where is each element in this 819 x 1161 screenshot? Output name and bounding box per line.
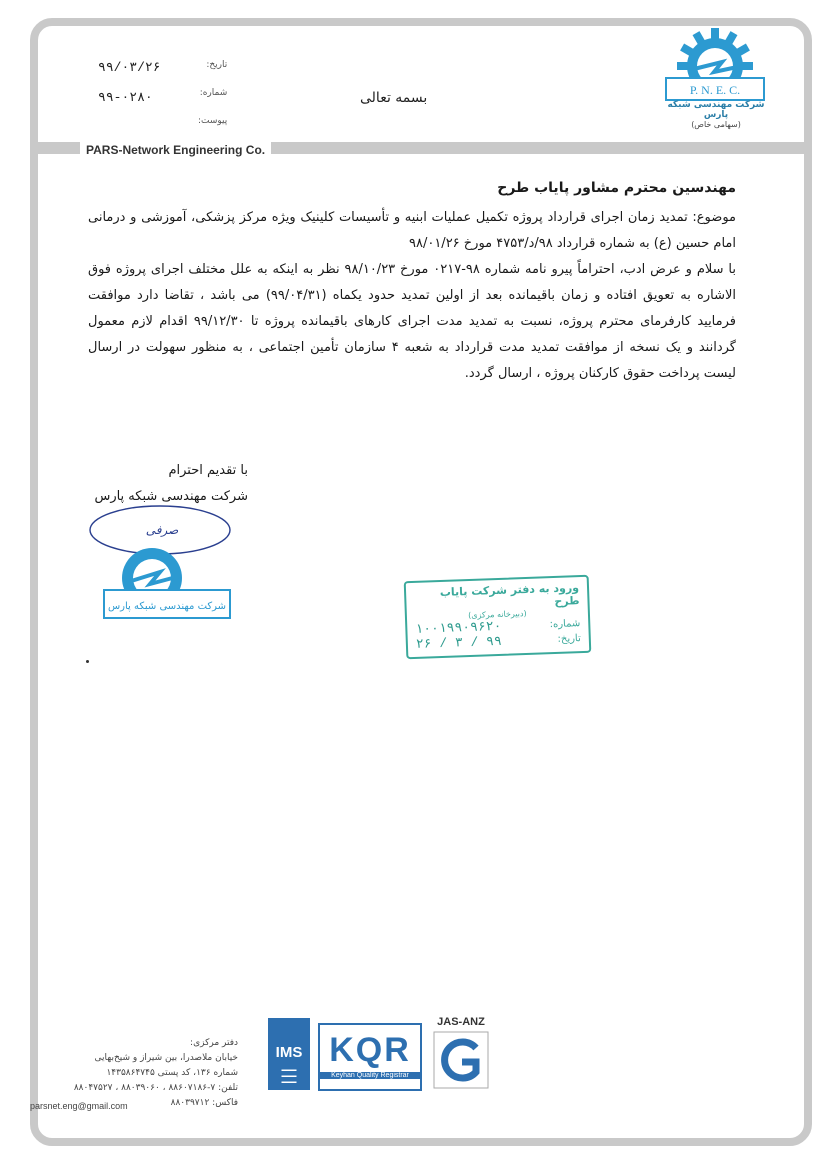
ims-graphic-icon: ▬▬▬ ▬▬▬ ▬▬▬: [281, 1067, 297, 1085]
number-label: شماره:: [199, 88, 228, 98]
inbound-stamp: [404, 575, 592, 659]
address-line-2: شماره ۱۳۶، کد پستی ۱۴۳۵۸۶۴۷۴۵: [106, 1068, 238, 1078]
kqr-cert-badge: [318, 1023, 422, 1091]
signatory: شرکت مهندسی شبکه پارس: [94, 489, 248, 504]
jas-label: JAS-ANZ: [437, 1016, 485, 1028]
company-fa-text: شرکت مهندسی شبکه پارس: [667, 100, 765, 120]
stamp-number-value: ۱۰۰۱۹۹۰۹۶۲۰: [415, 618, 502, 637]
company-name-en: PARS-Network Engineering Co.: [80, 141, 271, 159]
basmala: بسمه تعالی: [360, 90, 428, 106]
header-meta-labels: [198, 60, 227, 144]
addressee: مهندسین محترم مشاور پایاب طرح: [497, 180, 736, 196]
jas-anz-logo-icon: [430, 1028, 492, 1092]
company-type: (سهامی خاص): [691, 120, 741, 129]
body-paragraph: با سلام و عرض ادب، احتراماً پیرو نامه شماره ۹۸-۰۲۱۷ مورخ ۹۸/۱۰/۲۳ نظر به اینکه به علل مختلف اجرای پروژه فوق الاشاره به تعویق افتاده و زمان باقیمانده بعد از اولین تمدید حدود یکماه (۹۹/۰۴/۳۱) می باشد ، تقاضا دارد موافقت فرمایید کارفرمای محترم پروژه، نسبت به تمدید مدت اجرای کارهای باقیمانده پروژه تا ۹۹/۱۲/۳۰ اقدام لازم معمول گردانند و یک نسخه از موافقت تمدید مدت قرارداد به شعبه ۴ سازمان تأمین اجتماعی ، به منظور سهولت در ارسال لیست پرداخت حقوق کارکنان پروژه ، ارسال گردد.: [88, 262, 736, 381]
subject-line: موضوع: تمدید زمان اجرای قرارداد پروژه تکمیل عملیات ابنیه و تأسیسات کلینیک ویژه مرکز پزشکی، آموزشی و درمانی امام حسین (ع) به شماره قرارداد ۹۸/د/۴۷۵۳ مورخ ۹۸/۰۱/۲۶: [88, 210, 736, 251]
fax-line: فاکس: ۸۸۰۳۹۷۱۲: [170, 1098, 238, 1108]
footer-address: [30, 1036, 238, 1111]
stamp-date-value: ۹۹ / ۳ / ۲۶: [415, 633, 503, 652]
logo-letters: P. N. E. C.: [689, 83, 741, 97]
stamp-number-label: شماره:: [549, 618, 581, 631]
kqr-label: KQR: [329, 1031, 411, 1069]
ims-cert-badge: [268, 1018, 310, 1090]
date-label: تاریخ:: [206, 60, 228, 70]
speck-mark: [86, 660, 89, 663]
stamp-subtitle: (دبیرخانه مرکزی): [468, 608, 527, 621]
jas-anz-cert-badge: [430, 1016, 492, 1096]
footer-email: parsnet.eng@gmail.com: [30, 1101, 128, 1111]
attachment-label: پیوست:: [198, 116, 228, 126]
stamp-title: ورود به دفتر شرکت پایاب طرح: [439, 581, 580, 609]
phone-line: تلفن: ۷-۸۸۶۰۷۱۸۶ ، ۸۸۰۳۹۰۶۰ ، ۸۸۰۴۷۵۲۷: [73, 1083, 238, 1093]
office-label: دفتر مرکزی:: [190, 1038, 238, 1048]
number-value: ۹۹-۰۲۸۰: [98, 90, 153, 105]
kqr-sub-label: Keyhan Quality Registrar: [320, 1072, 420, 1079]
stamp-company-text: شرکت مهندسی شبکه پارس: [107, 601, 227, 612]
address-line-1: خیابان ملاصدرا، بین شیراز و شیخ‌بهایی: [94, 1053, 238, 1063]
date-value: ۹۹/۰۳/۲۶: [98, 60, 161, 75]
signature-text: صرفی: [145, 523, 179, 537]
closing-text: با تقدیم احترام: [168, 463, 248, 478]
ims-label: IMS: [275, 1044, 303, 1061]
company-name-fa: [654, 100, 778, 129]
letter-body: [88, 175, 736, 387]
company-stamp: [80, 490, 255, 630]
stamp-date-label: تاریخ:: [557, 633, 581, 645]
